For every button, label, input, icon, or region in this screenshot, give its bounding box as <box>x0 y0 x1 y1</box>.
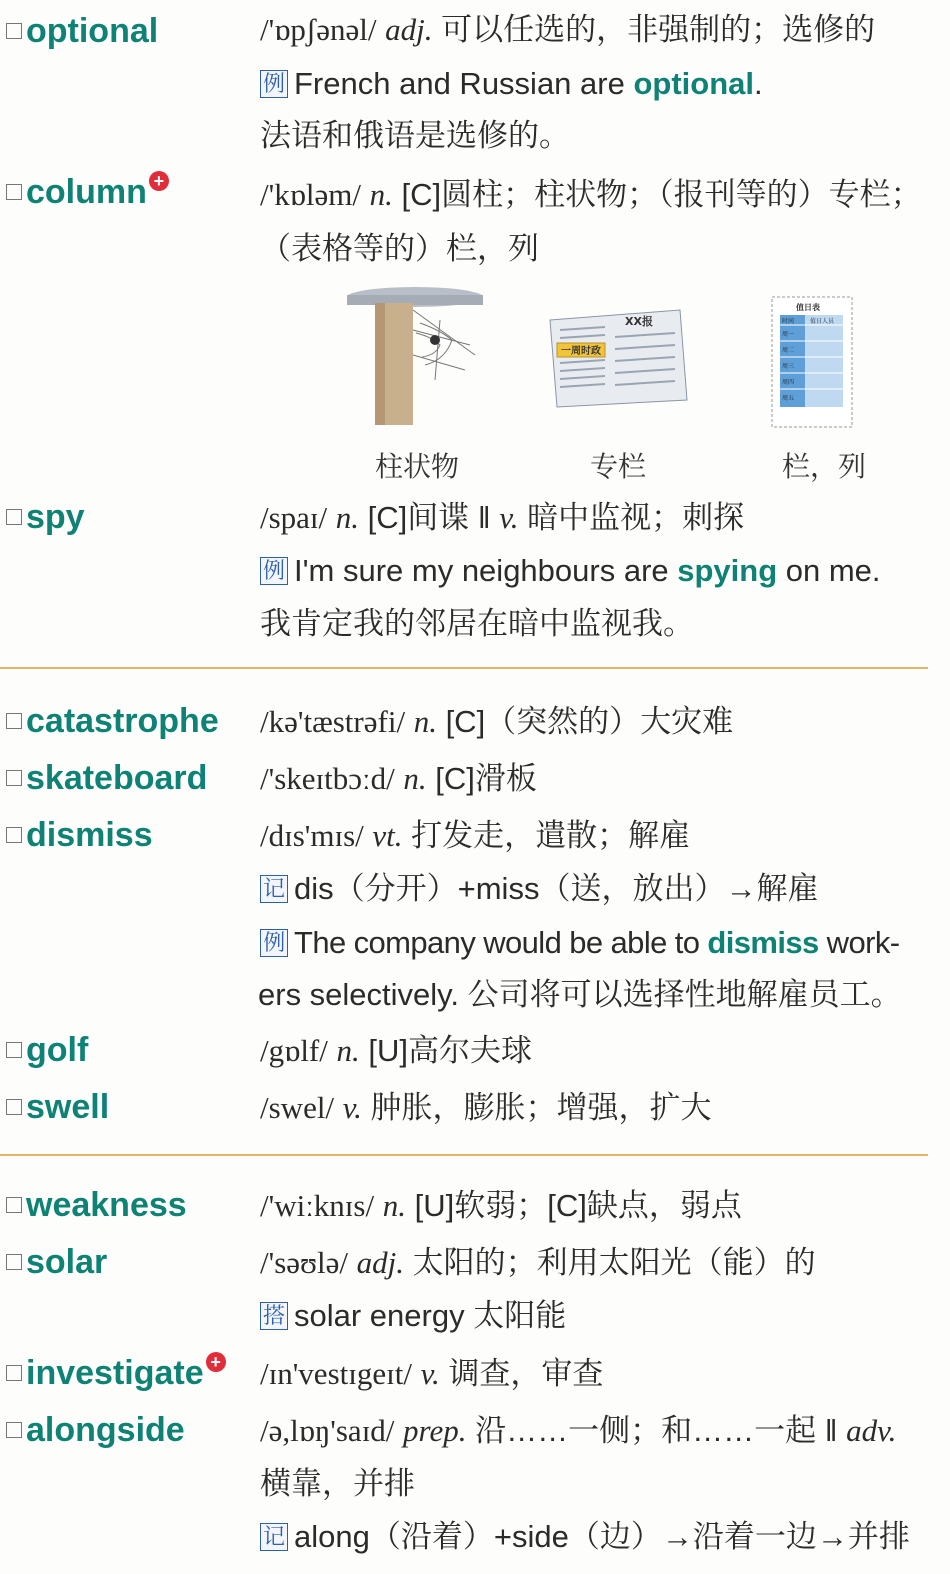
definition-line <box>260 14 936 45</box>
newspaper-title: XX报 <box>625 315 653 328</box>
checkbox[interactable] <box>6 713 22 729</box>
headword: skateboard <box>6 761 207 795</box>
collocation-tag-icon: 搭 <box>260 1302 288 1330</box>
checkbox[interactable] <box>6 1254 22 1270</box>
headword: solar <box>6 1245 107 1279</box>
svg-text:值日人员: 值日人员 <box>810 318 835 325</box>
definition-line: /dɪs'mɪs/ vt. 打发走，遣散；解雇 <box>260 818 691 853</box>
checkbox[interactable] <box>6 509 22 525</box>
memory-tag-icon: 记 <box>260 875 288 903</box>
definition-line-2: 横靠，并排 <box>260 1466 415 1501</box>
svg-text:时间: 时间 <box>782 318 795 325</box>
part-of-speech: n. <box>369 177 393 212</box>
headword: swell <box>6 1090 109 1124</box>
table-header: 值日表 <box>796 303 820 312</box>
phonetic: /'ɒpʃənəl/ <box>260 12 377 47</box>
definition: [C]圆柱；柱状物；（报刊等的）专栏； <box>401 177 922 212</box>
divider <box>0 1154 928 1156</box>
definition-line <box>260 179 936 210</box>
definition-line: /'səʊlə/ adj. 太阳的；利用太阳光（能）的 <box>260 1245 816 1280</box>
svg-text:周一: 周一 <box>782 331 795 338</box>
svg-text:周五: 周五 <box>782 395 795 402</box>
plus-badge-icon: + <box>149 171 169 191</box>
caption-table: 栏，列 <box>782 451 867 482</box>
headword: catastrophe <box>6 704 219 738</box>
plus-badge-icon: + <box>206 1352 226 1372</box>
example-line: 例 I'm sure my neighbours are spying on me. <box>260 555 936 586</box>
table-illustration <box>770 295 855 430</box>
part-of-speech: adj. <box>385 12 433 47</box>
checkbox[interactable] <box>6 23 22 39</box>
checkbox[interactable] <box>6 1197 22 1213</box>
pillar-illustration <box>340 285 490 430</box>
checkbox[interactable] <box>6 1042 22 1058</box>
definition-line: /'wiːknɪs/ n. [U]软弱；[C]缺点，弱点 <box>260 1188 742 1223</box>
definition-line: /'skeɪtbɔːd/ n. [C]滑板 <box>260 761 537 796</box>
newspaper-illustration <box>545 305 690 410</box>
headword: alongside <box>6 1413 185 1447</box>
example-line: 例 French and Russian are optional. <box>260 68 936 99</box>
definition-line: /gɒlf/ n. [U]高尔夫球 <box>260 1033 532 1068</box>
checkbox[interactable] <box>6 770 22 786</box>
example-tag-icon: 例 <box>260 70 288 98</box>
checkbox[interactable] <box>6 1365 22 1381</box>
headword: investigate + <box>6 1356 226 1390</box>
collocation-line: 搭 solar energy 太阳能 <box>260 1300 936 1331</box>
example-tag-icon: 例 <box>260 557 288 585</box>
svg-text:周四: 周四 <box>782 379 795 386</box>
headword: column + <box>6 175 169 209</box>
checkbox[interactable] <box>6 827 22 843</box>
example-translation: 法语和俄语是选修的。 <box>260 118 570 153</box>
column-illustrations <box>0 285 950 485</box>
newspaper-column-label: 一周时政 <box>561 346 601 357</box>
svg-text:周三: 周三 <box>782 363 795 370</box>
definition-line: /ə,lɒŋ'saɪd/ prep. 沿……一侧；和……一起 ‖ adv. <box>260 1413 897 1448</box>
example-tag-icon: 例 <box>260 929 288 957</box>
checkbox[interactable] <box>6 1099 22 1115</box>
example-translation: 我肯定我的邻居在暗中监视我。 <box>260 606 694 641</box>
example-line-2: ers selectively. 公司将可以选择性地解雇员工。 <box>258 977 902 1012</box>
caption-newspaper: 专栏 <box>590 451 647 482</box>
phonetic: /'kɒləm/ <box>260 177 362 212</box>
checkbox[interactable] <box>6 184 22 200</box>
divider <box>0 667 928 669</box>
headword: spy <box>6 500 85 534</box>
memory-line: 记 dis（分开）+miss（送，放出）→解雇 <box>260 873 936 904</box>
example-highlight: optional <box>633 66 755 101</box>
example-line: 例 The company would be able to dismiss work- <box>260 927 936 958</box>
definition: 可以任选的，非强制的；选修的 <box>441 12 876 47</box>
headword: dismiss <box>6 818 153 852</box>
svg-text:周二: 周二 <box>782 347 795 354</box>
headword: optional <box>6 14 158 48</box>
memory-line: 记 along（沿着）+side（边）→沿着一边→并排 <box>260 1521 936 1552</box>
definition-line-2: （表格等的）栏，列 <box>260 231 539 266</box>
memory-tag-icon: 记 <box>260 1523 288 1551</box>
definition-line: /spaɪ/ n. [C]间谍 ‖ v. 暗中监视；刺探 <box>260 500 745 535</box>
caption-pillar: 柱状物 <box>375 451 460 482</box>
definition-line: /ɪn'vestɪgeɪt/ v. 调查，审查 <box>260 1356 604 1391</box>
checkbox[interactable] <box>6 1422 22 1438</box>
headword: golf <box>6 1033 88 1067</box>
definition-line: /kə'tæstrəfi/ n. [C]（突然的）大灾难 <box>260 704 734 739</box>
headword: weakness <box>6 1188 187 1222</box>
definition-line: /swel/ v. 肿胀，膨胀；增强，扩大 <box>260 1090 712 1125</box>
